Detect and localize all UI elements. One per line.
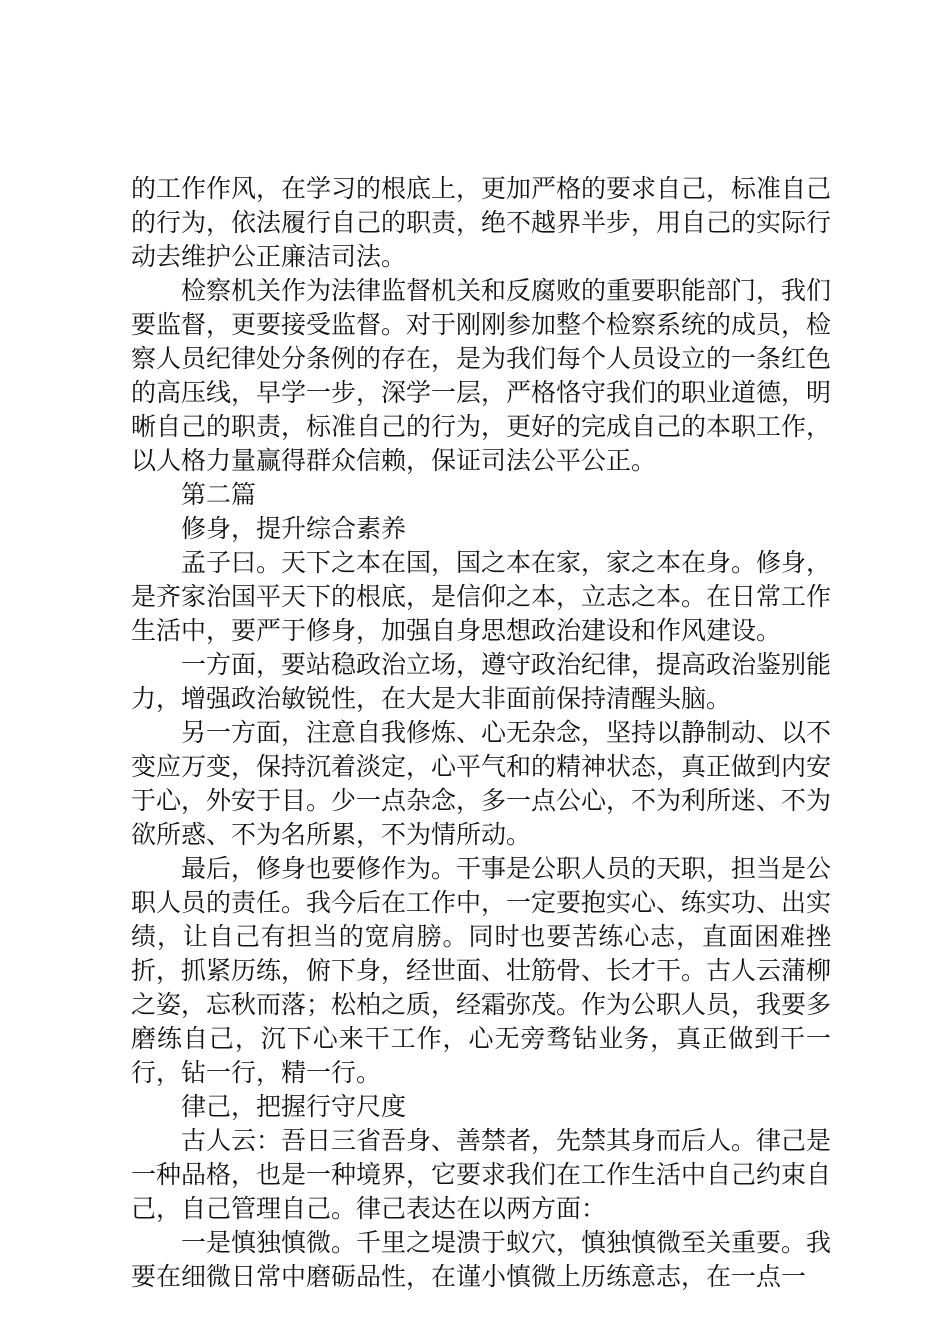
section-heading-self-restraint: 律己，把握行守尺度 — [181, 1092, 407, 1121]
paragraph-supervision: 检察机关作为法律监督机关和反腐败的重要职能部门，我们要监督，更要接受监督。对于刚刚参加整个检察系统的成员，检察人员纪律处分条例的存在，是为我们每个人员设立的一条红色的高压线，早学一步，深学一层，严格恪守我们的职业道德，明晰自己的职责，标准自己的行为，更好的完成自己的本职工作，以人格力量赢得群众信赖，保证司法公平公正。 — [131, 276, 832, 475]
paragraph-prudence: 一是慎独慎微。千里之堤溃于蚁穴，慎独慎微至关重要。我要在细微日常中磨砺品性，在谨小慎微上历练意志，在一点一 — [131, 1228, 832, 1291]
section-heading-part-two: 第二篇 — [181, 480, 257, 509]
document-page — [131, 172, 831, 1294]
paragraph-mencius: 孟子曰。天下之本在国，国之本在家，家之本在身。修身，是齐家治国平天下的根底，是信仰之本，立志之本。在日常工作生活中，要严于修身，加强自身思想政治建设和作风建设。 — [131, 548, 832, 645]
paragraph-self-discipline-mind: 另一方面，注意自我修炼、心无杂念，坚持以静制动、以不变应万变，保持沉着淡定，心平气和的精神状态，真正做到内安于心，外安于目。少一点杂念，多一点公心，不为利所迷、不为欲所惑、不为名所累，不为情所动。 — [131, 718, 832, 849]
section-heading-self-cultivation: 修身，提升综合素养 — [181, 514, 407, 543]
paragraph-action: 最后，修身也要修作为。干事是公职人员的天职，担当是公职人员的责任。我今后在工作中，一定要抱实心、练实功、出实绩，让自己有担当的宽肩膀。同时也要苦练心志，直面困难挫折，抓紧历练，俯下身，经世面、壮筋骨、长才干。古人云蒲柳之姿，忘秋而落；松柏之质，经霜弥茂。作为公职人员，我要多磨练自己，沉下心来干工作，心无旁骛钻业务，真正做到干一行，钻一行，精一行。 — [131, 854, 832, 1087]
paragraph-continuation: 的工作作风，在学习的根底上，更加严格的要求自己，标准自己的行为，依法履行自己的职责，绝不越界半步，用自己的实际行动去维护公正廉洁司法。 — [131, 174, 832, 271]
paragraph-political-stance: 一方面，要站稳政治立场，遵守政治纪律，提高政治鉴别能力，增强政治敏锐性，在大是大非面前保持清醒头脑。 — [131, 650, 832, 713]
paragraph-ancients-said: 古人云：吾日三省吾身、善禁者，先禁其身而后人。律己是一种品格，也是一种境界，它要求我们在工作生活中自己约束自己，自己管理自己。律己表达在以两方面： — [131, 1126, 832, 1223]
